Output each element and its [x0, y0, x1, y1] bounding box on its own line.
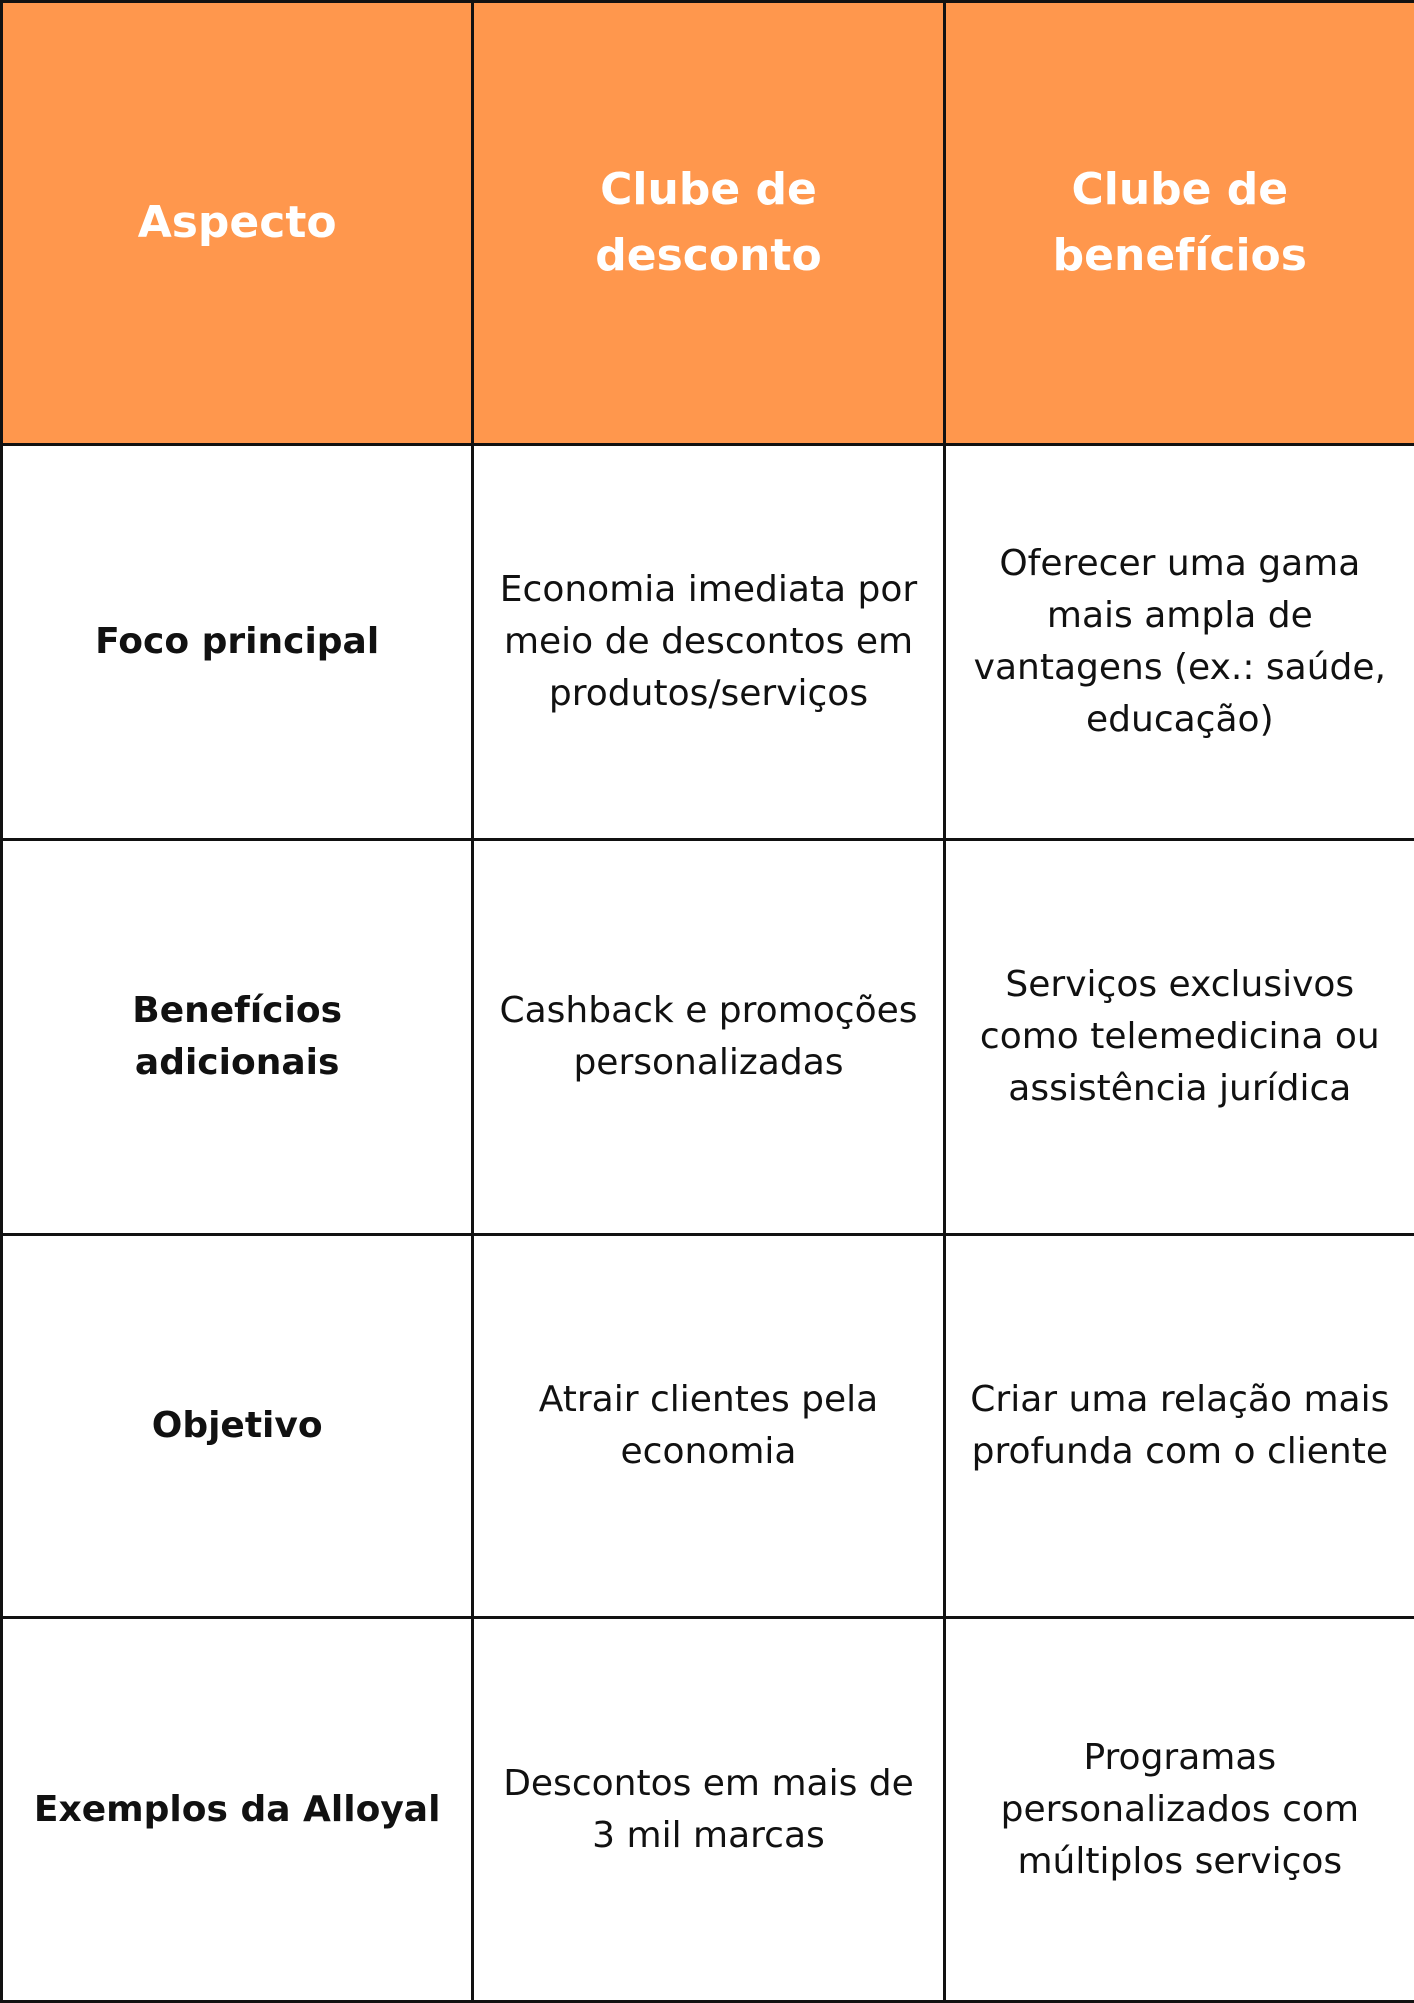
- beneficios-cell: [944, 1235, 1414, 1618]
- header-clube-desconto: [473, 2, 944, 445]
- table-row: [2, 1618, 1414, 2002]
- aspect-label: Exemplos da Alloyal: [34, 1784, 441, 1836]
- beneficios-cell: [944, 1618, 1414, 2002]
- header-clube-beneficios-label: Clube de benefícios: [1030, 157, 1330, 289]
- table-row: [2, 840, 1414, 1235]
- aspect-cell: [2, 840, 473, 1235]
- desconto-text: Descontos em mais de 3 mil marcas: [498, 1758, 918, 1862]
- aspect-cell: [2, 1235, 473, 1618]
- beneficios-text: Oferecer uma gama mais ampla de vantagens (ex.: saúde, educação): [970, 538, 1390, 746]
- aspect-label: Objetivo: [152, 1400, 323, 1452]
- header-clube-beneficios: [944, 2, 1414, 445]
- desconto-text: Economia imediata por meio de descontos em produtos/serviços: [498, 564, 918, 720]
- beneficios-cell: [944, 840, 1414, 1235]
- beneficios-text: Serviços exclusivos como telemedicina ou assistência jurídica: [970, 959, 1390, 1115]
- beneficios-cell: [944, 445, 1414, 840]
- table-header-row: [2, 2, 1414, 445]
- desconto-text: Atrair clientes pela economia: [498, 1374, 918, 1478]
- beneficios-text: Criar uma relação mais profunda com o cliente: [970, 1374, 1390, 1478]
- desconto-cell: [473, 840, 944, 1235]
- aspect-cell: [2, 1618, 473, 2002]
- desconto-cell: [473, 1235, 944, 1618]
- table-row: [2, 445, 1414, 840]
- header-aspecto-label: Aspecto: [138, 190, 337, 256]
- header-clube-desconto-label: Clube de desconto: [558, 157, 858, 289]
- header-aspecto: [2, 2, 473, 445]
- aspect-cell: [2, 445, 473, 840]
- desconto-cell: [473, 445, 944, 840]
- aspect-label: Benefícios adicionais: [27, 985, 447, 1089]
- desconto-text: Cashback e promoções personalizadas: [498, 985, 918, 1089]
- beneficios-text: Programas personalizados com múltiplos serviços: [970, 1732, 1390, 1888]
- aspect-label: Foco principal: [95, 616, 379, 668]
- desconto-cell: [473, 1618, 944, 2002]
- table-row: [2, 1235, 1414, 1618]
